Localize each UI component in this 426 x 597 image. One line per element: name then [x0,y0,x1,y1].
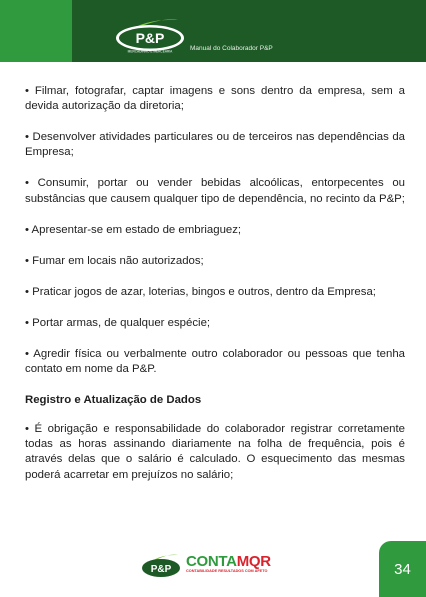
list-item: • Filmar, fotografar, captar imagens e sons dentro da empresa, sem a devida autorização da diretoria; [25,85,405,113]
list-item: • Praticar jogos de azar, loterias, bingos e outros, dentro da Empresa; [25,285,376,298]
brand-name [186,553,271,570]
section-paragraph: • É obrigação e responsabilidade do colaborador registrar corretamente todas as horas assinando diariamente na folha de frequência, pois é através delas que o salário é calculado. O esquecimento das mesmas poderá acarretar em prejuízos no salário; [25,423,405,481]
brand-tagline: CONTABILIDADE RESULTADOS COM AFETO [186,569,268,573]
brand-name-part1: CONTA [186,553,237,570]
list-item: • Consumir, portar ou vender bebidas alcoólicas, entorpecentes ou substâncias que causem qualquer tipo de dependência, no recinto da P&P; [25,177,405,205]
brand-name-part2: MQR [236,553,271,570]
page-number: 34 [394,560,411,578]
list-item: • Fumar em locais não autorizados; [25,254,204,267]
contamqr-logo [186,553,271,573]
list-item: • Apresentar-se em estado de embriaguez; [25,223,242,236]
footer-pp-text: P&P [150,564,172,575]
page-content [25,84,405,499]
section-heading: Registro e Atualização de Dados [25,393,202,406]
footer-pp-logo [140,551,182,579]
logo-tagline: MERCADINHO E MERCEARIA [127,49,173,54]
logo-text: P&P [135,30,165,46]
page-number-badge [379,541,426,597]
page-header [0,0,426,62]
pp-logo [112,14,188,54]
list-item: • Desenvolver atividades particulares ou de terceiros nas dependências da Empresa; [25,131,405,159]
manual-title: Manual do Colaborador P&P [190,45,273,52]
header-accent-bar [0,0,72,62]
list-item: • Agredir física ou verbalmente outro colaborador ou pessoas que tenha contato em nome da P&P. [25,347,405,375]
list-item: • Portar armas, de qualquer espécie; [25,316,211,329]
